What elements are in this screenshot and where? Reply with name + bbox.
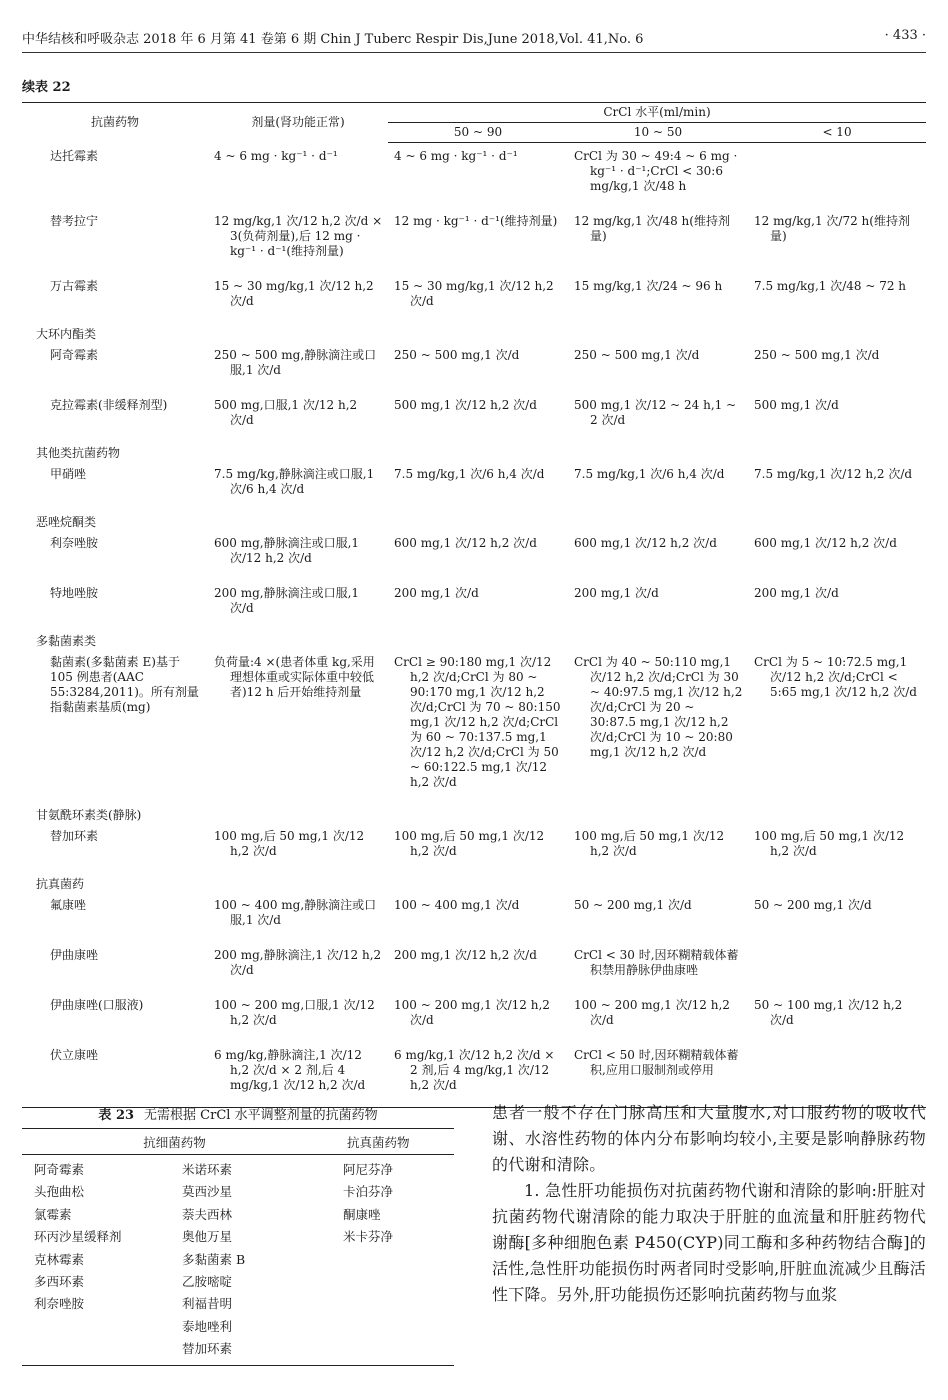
- dose-normal: 4 ~ 6 mg · kg⁻¹ · d⁻¹: [214, 148, 338, 163]
- dose-crcl-50-90: 100 ~ 200 mg,1 次/12 h,2 次/d: [394, 998, 550, 1027]
- header-drug: 抗菌药物: [90, 115, 139, 130]
- table-row: [22, 342, 926, 392]
- antifungal-drug: 卡泊芬净: [343, 1184, 394, 1200]
- antibacterial-column-1: [22, 1159, 164, 1361]
- dose-crcl-10-50: CrCl 为 30 ~ 49:4 ~ 6 mg · kg⁻¹ · d⁻¹;CrCl < 30:6 mg/kg,1 次/48 h: [574, 149, 738, 193]
- dose-crcl-50-90: 500 mg,1 次/12 h,2 次/d: [394, 398, 537, 412]
- body-text: [492, 1100, 926, 1308]
- category-row: [22, 511, 926, 530]
- dose-crcl-lt10: 500 mg,1 次/d: [754, 398, 839, 412]
- dose-crcl-lt10: CrCl 为 5 ~ 10:72.5 mg,1 次/12 h,2 次/d;CrCl < 5:65 mg,1 次/12 h,2 次/d: [754, 655, 917, 699]
- antibacterial-drug: 多西环素: [34, 1274, 85, 1290]
- antifungal-drug: 酮康唑: [343, 1206, 381, 1222]
- table-row: [22, 461, 926, 511]
- dose-crcl-50-90: 7.5 mg/kg,1 次/6 h,4 次/d: [394, 467, 545, 481]
- dose-crcl-50-90: 100 ~ 400 mg,1 次/d: [394, 898, 520, 912]
- antibacterial-drug: 环丙沙星缓释剂: [34, 1229, 122, 1245]
- dose-normal: 600 mg,静脉滴注或口服,1 次/12 h,2 次/d: [214, 536, 360, 565]
- antibacterial-drug: 阿奇霉素: [34, 1162, 85, 1177]
- dose-crcl-10-50: 100 mg,后 50 mg,1 次/12 h,2 次/d: [574, 829, 725, 858]
- dose-crcl-lt10: [748, 942, 926, 992]
- dose-crcl-50-90: 100 mg,后 50 mg,1 次/12 h,2 次/d: [394, 829, 545, 858]
- table-23-title: 无需根据 CrCl 水平调整剂量的抗菌药物: [144, 1108, 378, 1123]
- dose-crcl-10-50: CrCl 为 40 ~ 50:110 mg,1 次/12 h,2 次/d;CrCl 为 30 ~ 40:97.5 mg,1 次/12 h,2 次/d;CrCl 为 20 ~ 30:87.5 mg,1 次/12 h,2 次/d;CrCl 为 10 ~ 20:80 mg,1 次/12 h,2 次/d: [574, 655, 743, 759]
- dose-crcl-lt10: [748, 1042, 926, 1108]
- antibacterial-drug: 泰地唑利: [182, 1318, 233, 1334]
- dose-crcl-50-90: 200 mg,1 次/12 h,2 次/d: [394, 948, 537, 962]
- table-23: [22, 1128, 454, 1366]
- journal-citation: 中华结核和呼吸杂志 2018 年 6 月第 41 卷第 6 期 Chin J Tuberc Respir Dis,June 2018,Vol. 41,No. 6: [22, 32, 644, 47]
- dose-crcl-10-50: CrCl < 50 时,因环糊精载体蓄积,应用口服制剂或停用: [568, 1042, 748, 1108]
- page-number: · 433 ·: [884, 28, 926, 43]
- dose-crcl-lt10: 600 mg,1 次/12 h,2 次/d: [754, 536, 897, 550]
- table-row: [22, 208, 926, 273]
- drug-name: 伊曲康唑: [50, 948, 99, 962]
- header-crcl: CrCl 水平(ml/min): [388, 103, 926, 123]
- dose-crcl-10-50: 100 ~ 200 mg,1 次/12 h,2 次/d: [574, 998, 730, 1027]
- table-row: [22, 992, 926, 1042]
- category-row: [22, 323, 926, 342]
- dose-normal: 100 mg,后 50 mg,1 次/12 h,2 次/d: [214, 829, 365, 858]
- category-row: [22, 630, 926, 649]
- dose-crcl-lt10: 50 ~ 200 mg,1 次/d: [754, 898, 872, 912]
- body-paragraph-1: 患者一般不存在门脉高压和大量腹水,对口服药物的吸收代谢、水溶性药物的体内分布影响均较小,主要是影响静脉药物的代谢和清除。: [492, 1103, 926, 1174]
- category-row: [22, 873, 926, 892]
- dose-crcl-10-50: 15 mg/kg,1 次/24 ~ 96 h: [574, 279, 723, 293]
- table-row: [22, 892, 926, 942]
- table-row: [22, 1042, 926, 1108]
- table-row: [22, 273, 926, 323]
- dose-crcl-50-90: 12 mg · kg⁻¹ · d⁻¹(维持剂量): [394, 214, 558, 228]
- table-23-caption: [22, 1104, 454, 1123]
- drug-name: 伊曲康唑(口服液): [50, 998, 144, 1012]
- header-crcl-50-90: 50 ~ 90: [388, 123, 568, 143]
- dose-normal: 负荷量:4 ×(患者体重 kg,采用理想体重或实际体重中较低者)12 h 后开始维持剂量: [214, 655, 375, 699]
- antibacterial-drug: 头孢曲松: [34, 1184, 85, 1200]
- antifungal-drug: 阿尼芬净: [343, 1162, 394, 1177]
- dose-crcl-10-50: 250 ~ 500 mg,1 次/d: [574, 348, 700, 362]
- antibacterial-drug: 多黏菌素 B: [182, 1251, 246, 1267]
- dose-normal: 500 mg,口服,1 次/12 h,2 次/d: [214, 398, 358, 427]
- antibacterial-drug: 利福昔明: [182, 1296, 233, 1312]
- table-row: [22, 143, 926, 209]
- antibacterial-drug: 米诺环素: [182, 1162, 233, 1177]
- drug-name: 氟康唑: [50, 898, 87, 912]
- table-row: [22, 649, 926, 804]
- dose-crcl-lt10: 7.5 mg/kg,1 次/48 ~ 72 h: [754, 279, 907, 293]
- antibacterial-drug: 奥他万星: [182, 1229, 233, 1245]
- antibacterial-drug: 克林霉素: [34, 1251, 85, 1267]
- category-row: [22, 804, 926, 823]
- dose-normal: 100 ~ 200 mg,口服,1 次/12 h,2 次/d: [214, 998, 375, 1027]
- body-paragraph-2: 1. 急性肝功能损伤对抗菌药物代谢和清除的影响:肝脏对抗菌药物代谢清除的能力取决于肝脏的血流量和肝脏药物代谢酶[多种细胞色素 P450(CYP)同工酶和多种药物结合酶]的活性,急性肝功能损伤时两者同时受影响,肝脏血流减少且酶活性下降。另外,肝功能损伤还影响抗菌药物与血浆: [492, 1181, 926, 1304]
- dose-crcl-lt10: [748, 143, 926, 209]
- category-label: 恶唑烷酮类: [36, 515, 97, 529]
- header-crcl-10-50: 10 ~ 50: [568, 123, 748, 143]
- table-row: [22, 942, 926, 992]
- dose-crcl-lt10: 250 ~ 500 mg,1 次/d: [754, 348, 880, 362]
- drug-name: 替考拉宁: [50, 214, 99, 228]
- running-header: [22, 28, 926, 48]
- dose-normal: 250 ~ 500 mg,静脉滴注或口服,1 次/d: [214, 348, 377, 377]
- header-dose: 剂量(肾功能正常): [251, 115, 345, 130]
- table-23-label: 表 23: [98, 1108, 135, 1123]
- dose-crcl-lt10: 100 mg,后 50 mg,1 次/12 h,2 次/d: [754, 829, 905, 858]
- dose-normal: 200 mg,静脉滴注,1 次/12 h,2 次/d: [214, 948, 382, 977]
- dose-crcl-50-90: 4 ~ 6 mg · kg⁻¹ · d⁻¹: [394, 149, 518, 163]
- antibacterial-drug: 氯霉素: [34, 1206, 72, 1222]
- dose-crcl-10-50: 600 mg,1 次/12 h,2 次/d: [574, 536, 717, 550]
- antifungal-column: [335, 1159, 454, 1361]
- header-antifungal: 抗真菌药物: [347, 1134, 410, 1150]
- dose-crcl-lt10: 12 mg/kg,1 次/72 h(维持剂量): [754, 214, 910, 243]
- dose-crcl-lt10: 7.5 mg/kg,1 次/12 h,2 次/d: [754, 467, 913, 481]
- dose-crcl-50-90: 250 ~ 500 mg,1 次/d: [394, 348, 520, 362]
- dose-crcl-50-90: 15 ~ 30 mg/kg,1 次/12 h,2 次/d: [394, 279, 554, 308]
- table-row: [22, 530, 926, 580]
- dose-crcl-lt10: 50 ~ 100 mg,1 次/12 h,2 次/d: [754, 998, 903, 1027]
- dose-crcl-10-50: 7.5 mg/kg,1 次/6 h,4 次/d: [574, 467, 725, 481]
- dose-crcl-50-90: CrCl ≥ 90:180 mg,1 次/12 h,2 次/d;CrCl 为 80 ~ 90:170 mg,1 次/12 h,2 次/d;CrCl 为 70 ~ 80:150 mg,1 次/12 h,2 次/d;CrCl 为 60 ~ 70:137.5 mg,1 次/12 h,2 次/d;CrCl 为 50 ~ 60:122.5 mg,1 次/12 h,2 次/d: [394, 655, 561, 789]
- category-label: 甘氨酰环素类(静脉): [36, 808, 142, 822]
- category-row: [22, 442, 926, 461]
- header-rule: [22, 52, 926, 53]
- drug-name: 黏菌素(多黏菌素 E)基于 105 例患者(AAC 55:3284,2011)。所有剂量指黏菌素基质(mg): [50, 655, 199, 714]
- dose-crcl-lt10: 200 mg,1 次/d: [754, 586, 839, 600]
- dose-crcl-10-50: 500 mg,1 次/12 ~ 24 h,1 ~ 2 次/d: [574, 398, 737, 427]
- drug-name: 阿奇霉素: [50, 348, 99, 362]
- header-antibacterial: 抗细菌药物: [143, 1134, 206, 1150]
- category-label: 大环内酯类: [36, 327, 97, 341]
- antibacterial-drug: 乙胺嘧啶: [182, 1274, 233, 1290]
- antibacterial-drug: 萘夫西林: [182, 1206, 233, 1222]
- drug-name: 伏立康唑: [22, 1042, 208, 1108]
- table-22-caption: 续表 22: [22, 80, 71, 95]
- drug-name: 替加环素: [50, 829, 99, 843]
- table-22: [22, 102, 926, 1108]
- dose-normal: 100 ~ 400 mg,静脉滴注或口服,1 次/d: [214, 898, 377, 927]
- dose-normal: 12 mg/kg,1 次/12 h,2 次/d × 3(负荷剂量),后 12 mg · kg⁻¹ · d⁻¹(维持剂量): [214, 214, 383, 258]
- drug-name: 达托霉素: [50, 148, 99, 163]
- antibacterial-drug: 替加环素: [182, 1341, 233, 1357]
- dose-normal: 200 mg,静脉滴注或口服,1 次/d: [214, 586, 360, 615]
- drug-name: 利奈唑胺: [50, 536, 99, 550]
- drug-name: 特地唑胺: [50, 586, 99, 600]
- category-label: 其他类抗菌药物: [36, 446, 121, 460]
- antibacterial-drug: 莫西沙星: [182, 1184, 233, 1200]
- dose-crcl-10-50: 200 mg,1 次/d: [574, 586, 659, 600]
- category-label: 抗真菌药: [36, 877, 85, 891]
- category-label: 多黏菌素类: [36, 634, 97, 648]
- dose-crcl-10-50: CrCl < 30 时,因环糊精载体蓄积禁用静脉伊曲康唑: [574, 948, 739, 977]
- dose-crcl-50-90: 200 mg,1 次/d: [394, 586, 479, 600]
- drug-name: 万古霉素: [50, 279, 99, 293]
- drug-name: 克拉霉素(非缓释剂型): [50, 398, 168, 412]
- dose-crcl-50-90: 6 mg/kg,1 次/12 h,2 次/d × 2 剂,后 4 mg/kg,1 次/12 h,2 次/d: [388, 1042, 568, 1108]
- table-row: [22, 392, 926, 442]
- dose-crcl-10-50: 50 ~ 200 mg,1 次/d: [574, 898, 692, 912]
- antifungal-drug: 米卡芬净: [343, 1229, 394, 1245]
- drug-name: 甲硝唑: [50, 467, 87, 481]
- table-22-body: [22, 143, 926, 1108]
- antibacterial-column-2: [164, 1159, 335, 1361]
- table-row: [22, 823, 926, 873]
- dose-crcl-50-90: 600 mg,1 次/12 h,2 次/d: [394, 536, 537, 550]
- antibacterial-drug: 利奈唑胺: [34, 1296, 85, 1312]
- dose-crcl-10-50: 12 mg/kg,1 次/48 h(维持剂量): [574, 214, 730, 243]
- table-row: [22, 580, 926, 630]
- dose-normal: 15 ~ 30 mg/kg,1 次/12 h,2 次/d: [214, 279, 374, 308]
- dose-normal: 6 mg/kg,静脉滴注,1 次/12 h,2 次/d × 2 剂,后 4 mg/kg,1 次/12 h,2 次/d: [208, 1042, 388, 1108]
- dose-normal: 7.5 mg/kg,静脉滴注或口服,1 次/6 h,4 次/d: [214, 467, 375, 496]
- header-crcl-lt10: < 10: [748, 123, 926, 143]
